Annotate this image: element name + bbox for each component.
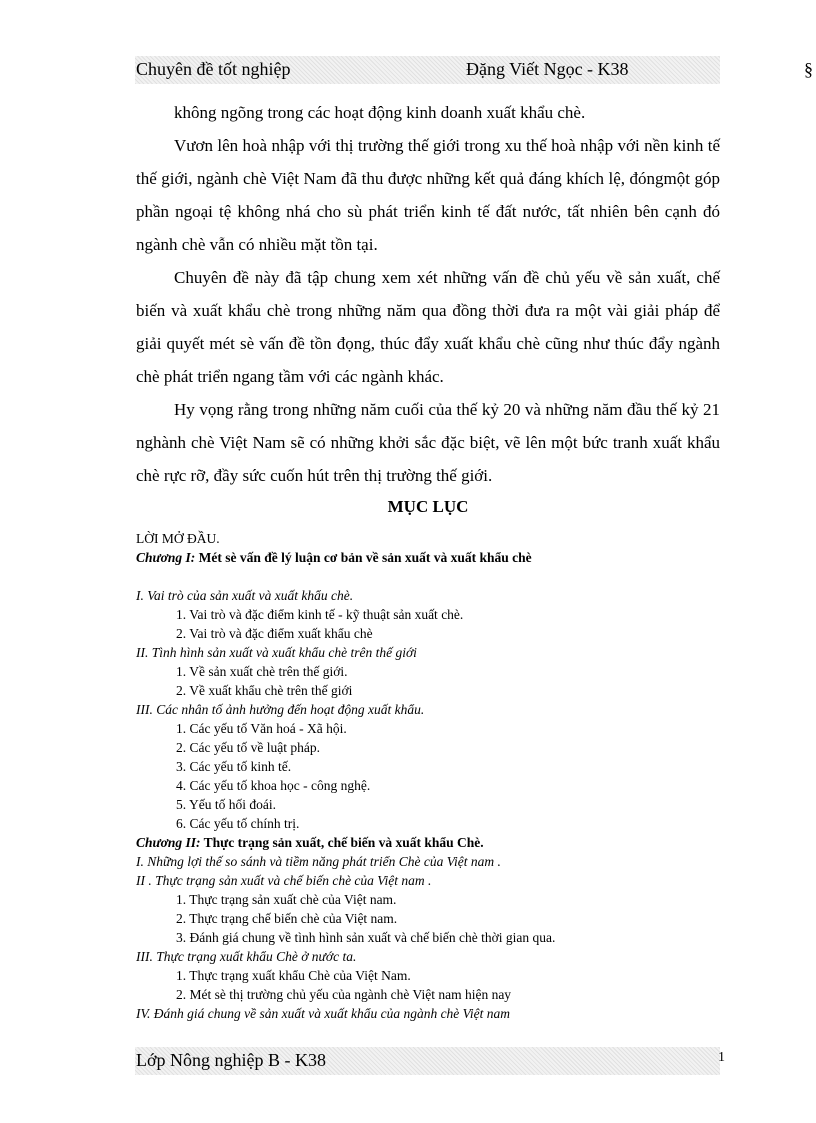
- toc-item: 2. Thực trạng chế biến chè của Việt nam.: [176, 911, 398, 926]
- toc-item: 1. Thực trạng sản xuất chè của Việt nam.: [176, 892, 397, 907]
- toc-item: 1. Vai trò và đặc điểm kinh tế - kỹ thuật sản xuất chè.: [176, 607, 464, 622]
- body-text: [136, 96, 720, 492]
- toc-chapter-2: [136, 833, 736, 852]
- toc-item: 1. Về sản xuất chè trên thế giới.: [176, 664, 348, 679]
- page-number: 1: [718, 1050, 725, 1065]
- toc-item: 2. Các yếu tố về luật pháp.: [176, 740, 320, 755]
- body-paragraph: Hy vọng rằng trong những năm cuối của thế kỷ 20 và những năm đầu thế kỷ 21 nghành chè Việt Nam sẽ có những khởi sắc đặc biệt, vẽ lên một bức tranh xuất khẩu chè rực rỡ, đầy sức cuốn hút trên thị trường thế giới.: [136, 400, 720, 485]
- toc-section: I. Vai trò của sản xuất và xuất khẩu chè.: [136, 588, 354, 603]
- body-paragraph: không ngõng trong các hoạt động kinh doanh xuất khẩu chè.: [174, 103, 586, 122]
- toc-item: 6. Các yếu tố chính trị.: [176, 816, 300, 831]
- toc-chapter-1: [136, 548, 736, 567]
- table-of-contents: [136, 529, 736, 1023]
- toc-item: 3. Các yếu tố kinh tế.: [176, 759, 292, 774]
- body-paragraph: Vươn lên hoà nhập với thị trường thế giới trong xu thế hoà nhập với nền kinh tế thế giới, ngành chè Việt Nam đã thu được những kết quả đáng khích lệ, đóngmột góp phần ngoại tệ không nhá cho sù phát triển kinh tế đất nước, tất nhiên bên cạnh đó ngành chè vẫn có nhiều mặt tồn tại.: [136, 136, 720, 254]
- chapter-title: Mét sè vấn đề lý luận cơ bản về sản xuất và xuất khẩu chè: [195, 550, 532, 565]
- chapter-label: Chương II:: [136, 835, 201, 850]
- chapter-title: Thực trạng sản xuất, chế biến và xuất khẩu Chè.: [200, 835, 484, 850]
- toc-item: 1. Thực trạng xuất khẩu Chè của Việt Nam.: [176, 968, 411, 983]
- toc-intro: LỜI MỞ ĐẦU.: [136, 531, 220, 546]
- body-paragraph: Chuyên đề này đã tập chung xem xét những vấn đề chủ yếu về sản xuất, chế biến và xuất khẩu chè trong những năm qua đồng thời đưa ra một vài giải pháp để giải quyết mét sè vấn đề tồn đọng, thúc đẩy xuất khẩu chè cũng như thúc đẩy ngành chè phát triển ngang tầm với các ngành khác.: [136, 268, 720, 386]
- toc-section: I. Những lợi thế so sánh và tiềm năng phát triển Chè của Việt nam .: [136, 854, 501, 869]
- toc-item: 3. Đánh giá chung về tình hình sản xuất và chế biến chè thời gian qua.: [176, 930, 556, 945]
- toc-section: II . Thực trạng sản xuất và chế biến chè của Việt nam .: [136, 873, 432, 888]
- toc-item: 2. Mét sè thị trường chủ yếu của ngành chè Việt nam hiện nay: [176, 987, 512, 1002]
- footer-class-text: Lớp Nông nghiệp B - K38: [136, 1050, 327, 1070]
- chapter-label: Chương I:: [136, 550, 196, 565]
- toc-item: 2. Vai trò và đặc điểm xuất khẩu chè: [176, 626, 373, 641]
- toc-item: 4. Các yếu tố khoa học - công nghệ.: [176, 778, 371, 793]
- toc-spacer: [136, 567, 736, 586]
- toc-section: III. Các nhân tố ảnh hưởng đến hoạt động xuất khẩu.: [136, 702, 425, 717]
- header-section-mark: §: [804, 59, 813, 79]
- toc-section: III. Thực trạng xuất khẩu Chè ở nước ta.: [136, 949, 357, 964]
- toc-title: MỤC LỤC: [387, 497, 469, 516]
- toc-item: 1. Các yếu tố Văn hoá - Xã hội.: [176, 721, 347, 736]
- toc-section: IV. Đánh giá chung về sản xuất và xuất khẩu của ngành chè Việt nam: [136, 1006, 511, 1021]
- toc-item: 5. Yếu tố hối đoái.: [176, 797, 276, 812]
- toc-section: II. Tình hình sản xuất và xuất khẩu chè trên thế giới: [136, 645, 417, 660]
- header-left-text: Chuyên đề tốt nghiệp: [136, 59, 291, 79]
- header-author-text: Đặng Viết Ngọc - K38: [466, 59, 629, 79]
- toc-item: 2. Về xuất khẩu chè trên thế giới: [176, 683, 353, 698]
